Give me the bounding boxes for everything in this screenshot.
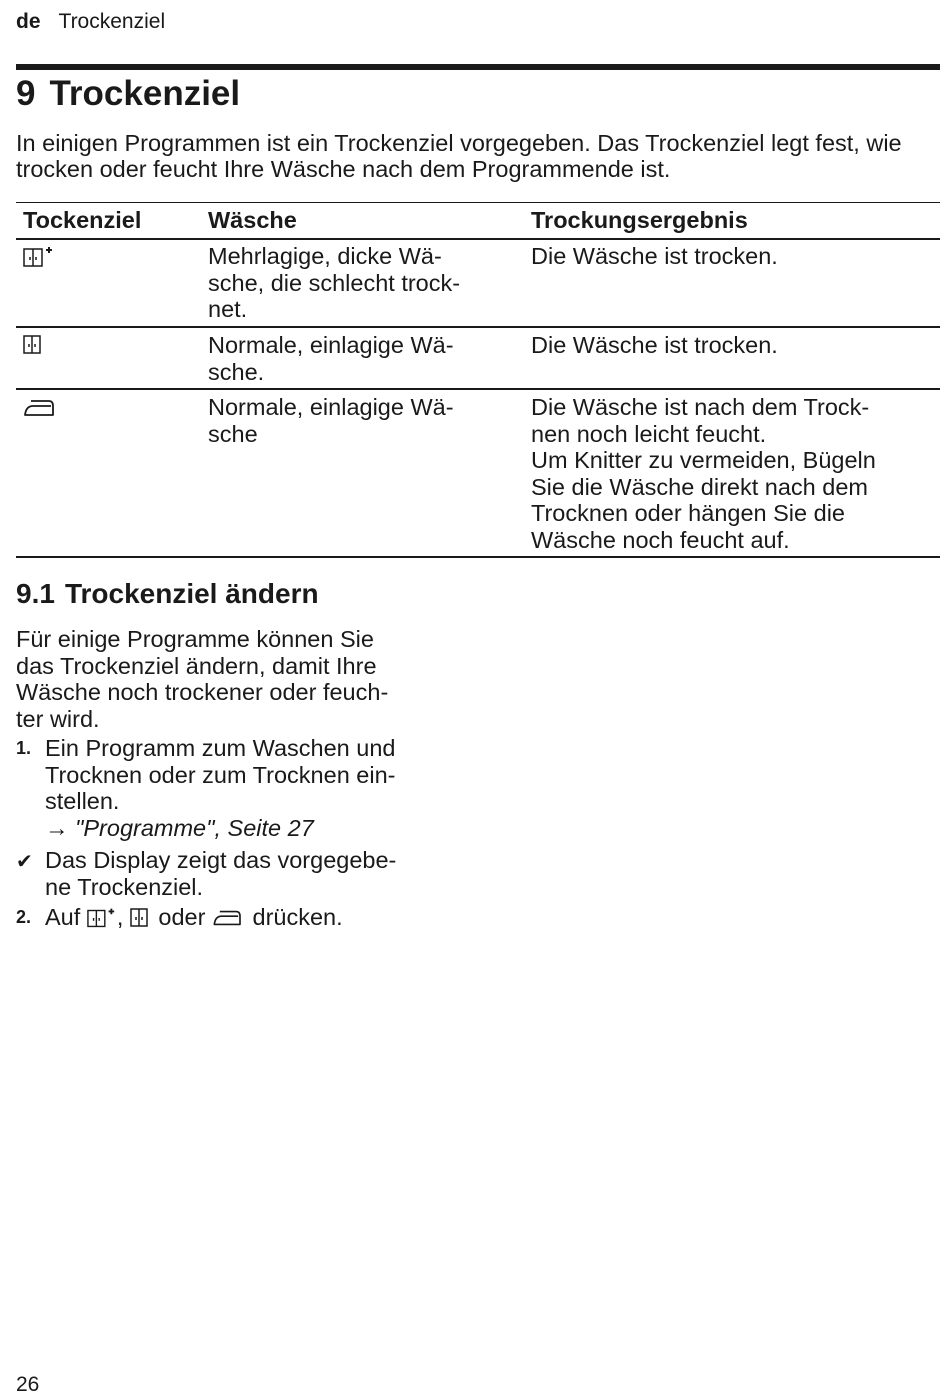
table-bottom-rule [16,556,940,558]
text-line: Wäsche noch feucht auf. [531,526,790,553]
text-line: Ein Programm zum Waschen und [45,735,396,761]
chapter-heading [16,72,240,116]
header-rule [16,64,940,70]
text-line: Normale, einlagige Wä- [208,332,454,358]
cupboard-dry-plus-icon [23,246,55,273]
chapter-number: 9 [16,74,36,113]
iron-dry-icon [212,907,246,935]
text-line: Trocknen oder hängen Sie die [531,500,845,526]
text-line: stellen. [45,788,120,814]
table-row-1-result [531,243,778,270]
running-header-title: Trockenziel [58,10,166,33]
step-result [16,847,456,900]
text-line: ne Trockenziel. [45,873,204,900]
table-top-rule [16,202,940,203]
step-number: 1. [16,738,32,758]
step-2 [16,904,456,935]
subsection-heading [16,576,319,612]
chapter-intro: In einigen Programmen ist ein Trockenziel vorgegeben. Das Trockenziel legt fest, wie trocken oder feucht Ihre Wäsche nach dem Programmende ist. [16,130,902,182]
cupboard-dry-plus-icon [87,907,117,935]
text-line: Sie die Wäsche direkt nach dem [531,473,868,500]
subsection-body [16,626,456,935]
text-line: Die Wäsche ist trocken. [531,243,778,269]
col-header-result: Trockungsergebnis [531,207,748,233]
checkmark-icon: ✔ [16,851,33,873]
text-line: Normale, einlagige Wä- [208,394,454,420]
table-row-2-result [531,332,778,359]
text-line: Mehrlagige, dicke Wä- [208,243,442,269]
iron-dry-icon [23,396,59,425]
step-text: oder [158,904,206,930]
text-line: Die Wäsche ist nach dem Trock- [531,394,870,420]
table-row-3-laundry [208,394,454,447]
step-1 [16,735,456,841]
text-line: Trocknen oder zum Trocknen ein- [45,761,396,788]
text-line: Um Knitter zu vermeiden, Bügeln [531,447,876,473]
text-line: Wäsche noch trockener oder feuch- [16,679,389,705]
subsection-intro [16,626,456,732]
text-line: Das Display zeigt das vorgegebe- [45,847,397,873]
table-row-2-laundry [208,332,454,385]
table-row-1-laundry [208,243,460,323]
text-line: net. [208,296,248,322]
text-line: Für einige Programme können Sie [16,626,374,652]
step-text: drücken. [252,904,343,930]
text-line: ter wird. [16,705,100,732]
step-text: , [116,904,124,930]
cross-reference-link[interactable]: → "Programme", Seite 27 [45,814,314,841]
subsection-title: Trockenziel ändern [64,578,319,609]
step-text: Auf [45,904,81,930]
cupboard-dry-icon [130,907,152,935]
table-row-rule [16,326,940,328]
table-row-3-result [531,394,876,553]
col-header-target: Tockenziel [23,207,142,233]
cupboard-dry-icon [23,334,45,361]
running-header [16,8,165,36]
chapter-title: Trockenziel [49,74,241,113]
table-header-rule [16,238,940,240]
subsection-number: 9.1 [16,578,55,609]
text-line: sche. [208,358,265,385]
text-line: das Trockenziel ändern, damit Ihre [16,652,377,679]
table-row-rule [16,388,940,390]
text-line: Die Wäsche ist trocken. [531,332,778,358]
text-line: sche [208,420,258,447]
page-number: 26 [16,1373,40,1396]
language-code: de [16,10,41,33]
text-line: nen noch leicht feucht. [531,420,767,447]
text-line: sche, die schlecht trock- [208,269,461,296]
col-header-laundry: Wäsche [208,207,297,233]
step-number: 2. [16,907,32,927]
